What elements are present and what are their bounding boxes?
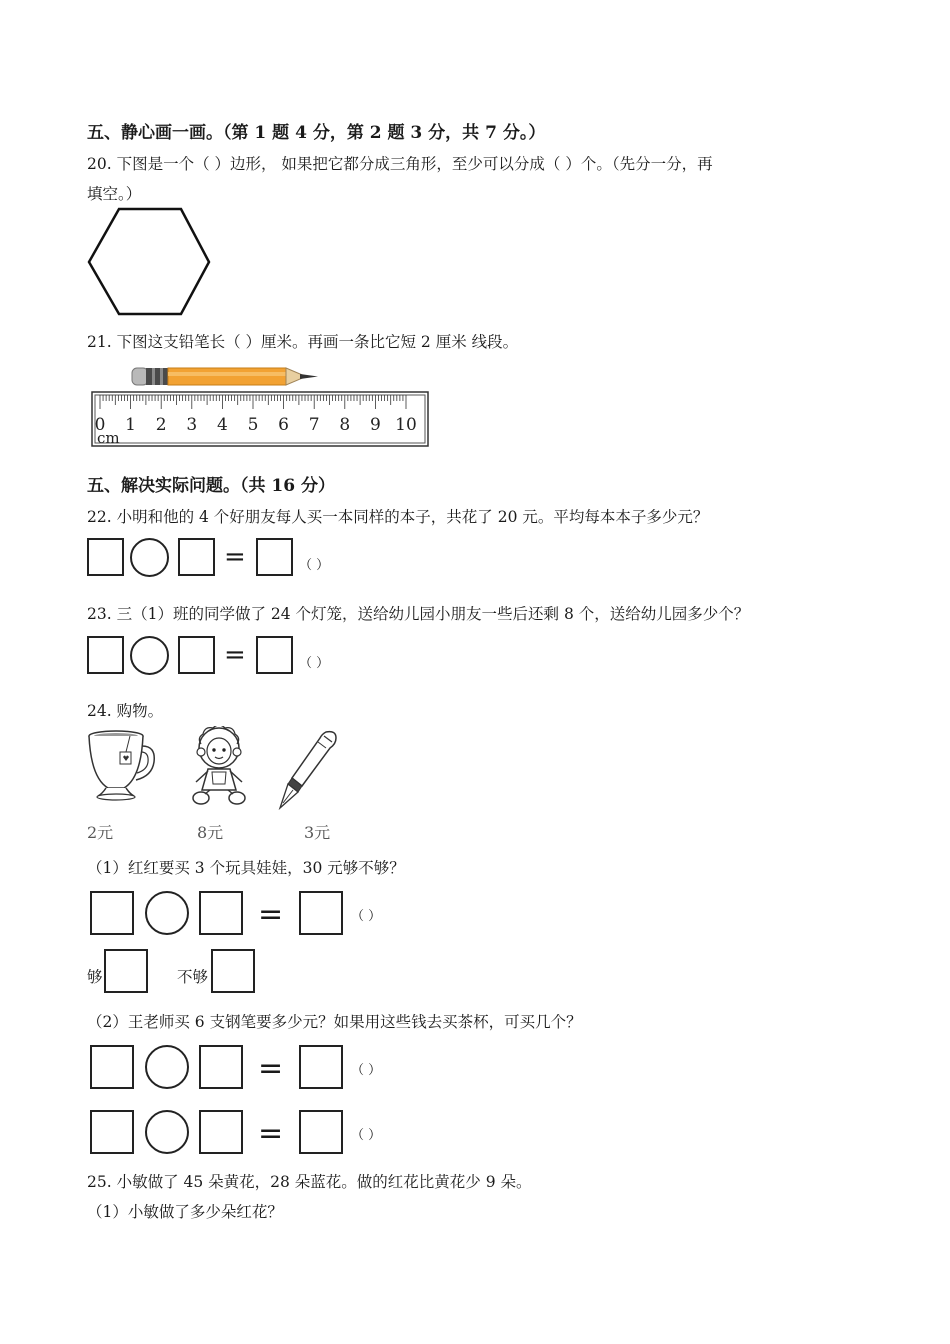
answer-box[interactable] bbox=[178, 636, 215, 674]
ruler-number: 6 bbox=[278, 415, 290, 435]
not-enough-checkbox[interactable] bbox=[211, 949, 255, 993]
answer-box[interactable] bbox=[199, 891, 243, 935]
q22-text: 22. 小明和他的 4 个好朋友每人买一本同样的本子，共花了 20 元。平均每本本子多少元？ bbox=[87, 508, 709, 526]
result-box[interactable] bbox=[299, 1110, 343, 1154]
doll-icon bbox=[188, 726, 250, 808]
q24-sub1-equation bbox=[90, 891, 410, 931]
q21-text: 21. 下图这支铅笔长（ ）厘米。再画一条比它短 2 厘米 线段。 bbox=[87, 333, 519, 351]
section-title-draw: 五、静心画一画。（第 1 题 4 分，第 2 题 3 分，共 7 分。） bbox=[87, 123, 546, 143]
q23-text: 23. 三（1）班的同学做了 24 个灯笼，送给幼儿园小朋友一些后还剩 8 个，送给幼儿园多少个？ bbox=[87, 605, 750, 623]
ruler-number: 8 bbox=[339, 415, 351, 435]
operator-circle[interactable] bbox=[145, 1045, 189, 1089]
ruler-number: 9 bbox=[369, 415, 381, 435]
section-title-solve: 五、解决实际问题。（共 16 分） bbox=[87, 476, 335, 496]
ruler-number: 1 bbox=[125, 415, 137, 435]
answer-box[interactable] bbox=[199, 1110, 243, 1154]
answer-box[interactable] bbox=[90, 891, 134, 935]
q24-sub2-equation-2 bbox=[90, 1110, 410, 1150]
q24-sub2-equation-1 bbox=[90, 1045, 410, 1085]
result-box[interactable] bbox=[299, 891, 343, 935]
equals-sign: = bbox=[258, 897, 284, 932]
equals-sign: = bbox=[258, 1116, 284, 1151]
enough-checkbox[interactable] bbox=[104, 949, 148, 993]
q24-sub1-text: （1）红红要买 3 个玩具娃娃，30 元够不够？ bbox=[87, 859, 405, 877]
not-enough-choice bbox=[177, 949, 267, 995]
ruler-image bbox=[90, 390, 432, 448]
equals-sign: = bbox=[224, 542, 246, 572]
ruler-number: 7 bbox=[308, 415, 320, 435]
ruler-number: 4 bbox=[216, 415, 228, 435]
q20-text-line2: 填空。） bbox=[87, 185, 142, 203]
answer-box[interactable] bbox=[87, 538, 124, 576]
unit-paren[interactable]: （ ） bbox=[351, 1128, 382, 1143]
equals-sign: = bbox=[258, 1051, 284, 1086]
hexagon-figure bbox=[85, 206, 213, 318]
operator-circle[interactable] bbox=[130, 636, 169, 675]
unit-paren[interactable]: （ ） bbox=[351, 909, 382, 924]
ruler-number: 3 bbox=[186, 415, 198, 435]
enough-choice bbox=[87, 949, 157, 995]
operator-circle[interactable] bbox=[130, 538, 169, 577]
q24-sub2-text: （2）王老师买 6 支钢笔要多少元？如果用这些钱去买茶杯，可买几个？ bbox=[87, 1013, 582, 1031]
operator-circle[interactable] bbox=[145, 1110, 189, 1154]
answer-box[interactable] bbox=[90, 1110, 134, 1154]
pen-price: 3元 bbox=[304, 823, 331, 842]
answer-box[interactable] bbox=[90, 1045, 134, 1089]
doll-price: 8元 bbox=[197, 823, 224, 842]
unit-paren[interactable]: （ ） bbox=[351, 1063, 382, 1078]
result-box[interactable] bbox=[256, 538, 293, 576]
not-enough-label: 不够 bbox=[177, 968, 209, 986]
q23-equation bbox=[87, 636, 387, 676]
result-box[interactable] bbox=[299, 1045, 343, 1089]
answer-box[interactable] bbox=[199, 1045, 243, 1089]
unit-paren[interactable]: （ ） bbox=[299, 656, 330, 671]
fountain-pen-icon bbox=[274, 728, 342, 812]
operator-circle[interactable] bbox=[145, 891, 189, 935]
answer-box[interactable] bbox=[178, 538, 215, 576]
result-box[interactable] bbox=[256, 636, 293, 674]
q24-text: 24. 购物。 bbox=[87, 702, 164, 720]
pencil-image bbox=[130, 364, 322, 390]
q22-equation bbox=[87, 538, 387, 578]
equals-sign: = bbox=[224, 640, 246, 670]
ruler-number: 0 bbox=[94, 415, 106, 435]
q20-text-line1: 20. 下图是一个（ ）边形， 如果把它都分成三角形，至少可以分成（ ）个。（先分一分，再 bbox=[87, 155, 713, 173]
q25-text: 25. 小敏做了 45 朵黄花，28 朵蓝花。做的红花比黄花少 9 朵。 bbox=[87, 1173, 532, 1191]
ruler-unit-label: cm bbox=[97, 429, 120, 447]
enough-label: 够 bbox=[87, 968, 103, 986]
answer-box[interactable] bbox=[87, 636, 124, 674]
ruler-number: 2 bbox=[155, 415, 167, 435]
ruler-number: 10 bbox=[395, 415, 417, 435]
unit-paren[interactable]: （ ） bbox=[299, 558, 330, 573]
teacup-icon bbox=[86, 728, 158, 802]
teacup-price: 2元 bbox=[87, 823, 114, 842]
ruler-number: 5 bbox=[247, 415, 259, 435]
q25-sub1-text: （1）小敏做了多少朵红花？ bbox=[87, 1203, 283, 1221]
